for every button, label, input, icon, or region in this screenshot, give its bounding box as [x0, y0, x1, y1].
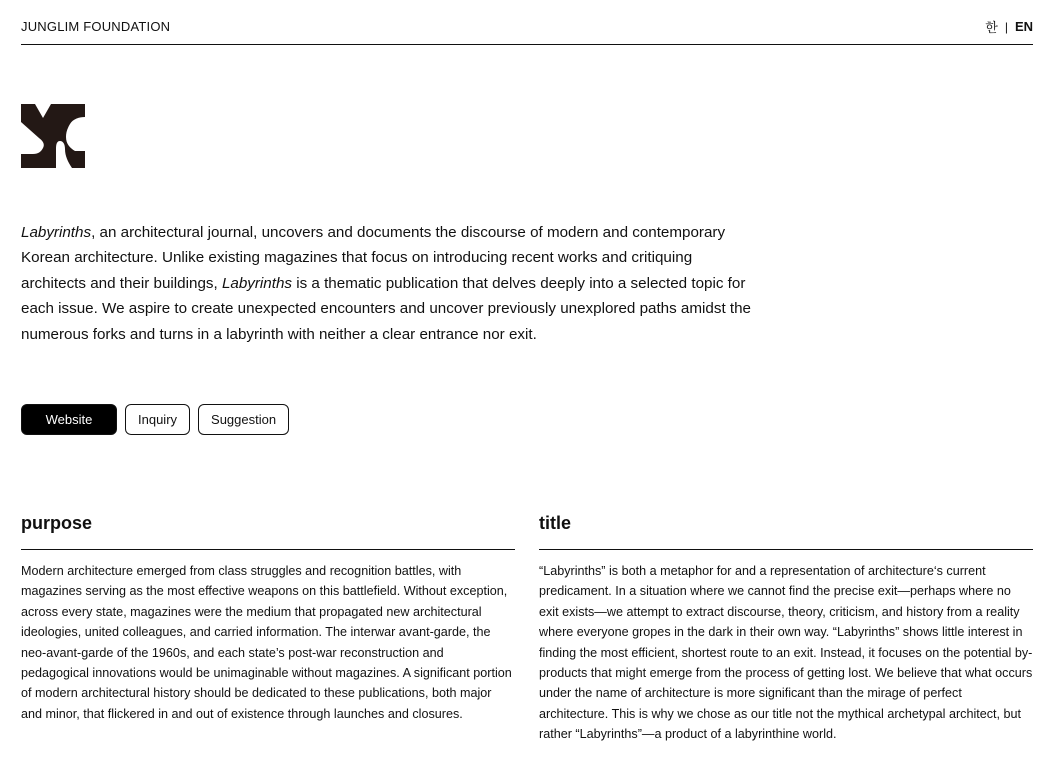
intro-text-part-2: is a thematic publication that delves deeply into a selected topic for each issue. We aspire to create unexpected encounters and uncover previously unexplored paths amidst the numerous forks and turns in a labyrinth with neither a clear entrance nor exit. — [21, 274, 752, 343]
title-section — [539, 510, 1033, 745]
intro-journal-name: Labyrinths — [21, 224, 92, 241]
site-header — [21, 0, 1033, 45]
website-button[interactable]: Website — [21, 404, 117, 435]
intro-text-part-1: , an architectural journal, uncovers and documents the discourse of modern and contemporary Korean architecture. Unlike existing magazines that focus on introducing recent works and critiquing architects and their buildings, — [21, 224, 726, 292]
title-body: “Labyrinths” is both a metaphor for and a representation of architecture‘s current predicament. In a situation where we cannot find the precise exit—perhaps where no exit exists—we attempt to extract discourse, theory, criticism, and history from a reality where everyone gropes in the dark in their own way. “Labyrinths” shows little interest in finding the most efficient, shortest route to an exit. Instead, it focuses on the potential by-products that might emerge from the process of getting lost. We believe that what occurs under the name of architecture is more significant than the mirage of perfect architecture. This is why we chose as our title not the mythical archetypal architect, but rather “Labyrinths”—a product of a labyrinthine world. — [539, 564, 1033, 742]
action-buttons — [21, 404, 289, 435]
foundation-home-link[interactable]: JUNGLIM FOUNDATION — [21, 19, 171, 34]
title-heading: title — [539, 510, 1033, 550]
lang-separator: | — [1004, 19, 1008, 34]
lang-korean-link[interactable]: 한 — [985, 20, 998, 35]
suggestion-button[interactable]: Suggestion — [198, 404, 289, 435]
purpose-section — [21, 510, 515, 724]
intro-paragraph — [21, 220, 761, 347]
purpose-heading: purpose — [21, 510, 515, 550]
inquiry-button[interactable]: Inquiry — [125, 404, 190, 435]
purpose-body: Modern architecture emerged from class struggles and recognition battles, with magazines serving as the most effective weapons on this battlefield. Without exception, across every state, magazines were the medium that propagated new architectural ideologies, united colleagues, and carried information. The interwar avant-garde, the neo-avant-garde of the 1960s, and each state’s post-war reconstruction and pedagogical innovations would be unimaginable without magazines. A significant portion of modern architectural history should be dedicated to these publications, both major and minor, that flickered in and out of existence through launches and closures. — [21, 564, 512, 721]
intro-journal-name-2: Labyrinths — [221, 274, 293, 292]
language-switcher — [985, 17, 1033, 36]
labyrinths-logo-icon — [21, 104, 85, 168]
lang-english-link[interactable]: EN — [1014, 19, 1033, 34]
